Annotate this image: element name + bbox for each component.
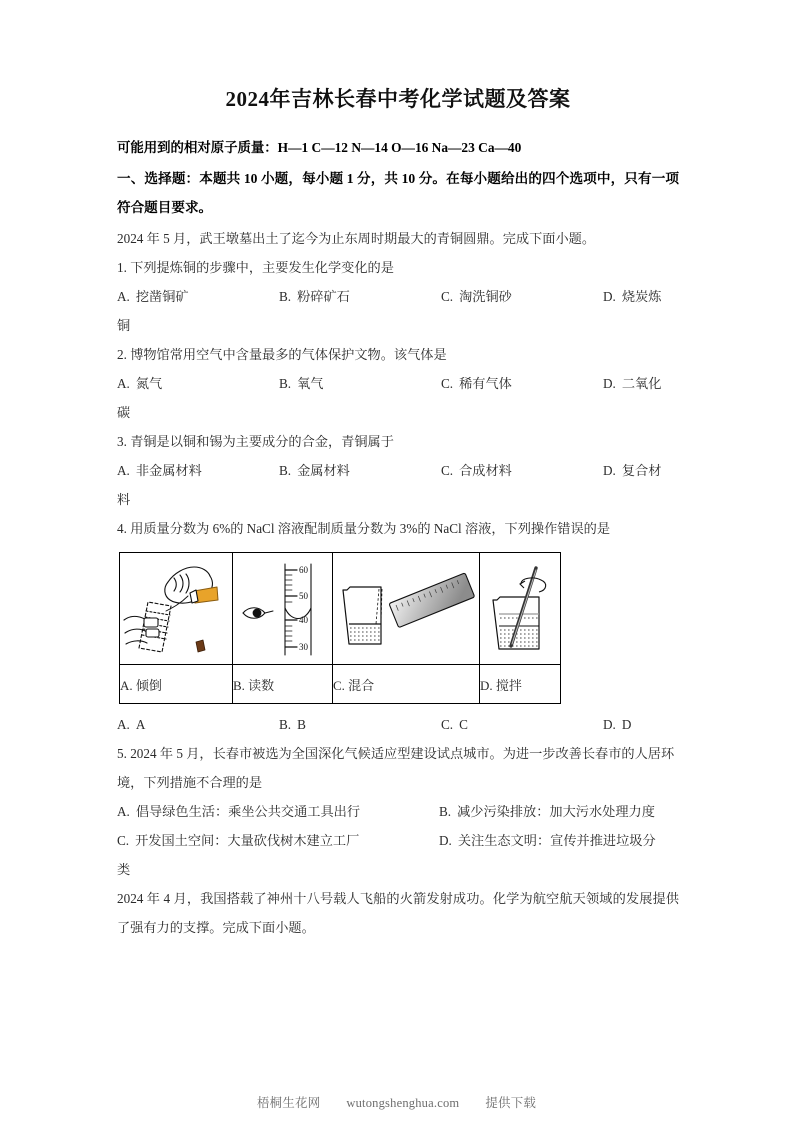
option-text: 粉碎矿石 [297, 289, 350, 305]
option-text: 倡导绿色生活：乘坐公共交通工具出行 [135, 804, 361, 820]
option-label: C. [441, 717, 454, 733]
question-4-options [117, 710, 679, 739]
option-label: A. [117, 376, 130, 392]
question-5-option-c[interactable] [117, 826, 439, 855]
question-3-option-c[interactable] [441, 456, 603, 485]
question-4-number: 4. [117, 521, 127, 537]
question-3 [117, 427, 679, 514]
question-4-text: 用质量分数为 6%的 NaCl 溶液配制质量分数为 3%的 NaCl 溶液，下列操作错误的是 [130, 521, 611, 537]
option-text: 金属材料 [297, 463, 350, 479]
question-1-stem [117, 253, 679, 282]
question-5 [117, 739, 679, 884]
scale-tick-labels [299, 565, 309, 652]
question-4-option-d[interactable] [603, 710, 631, 739]
figure-cell-c [333, 553, 480, 665]
question-5-text: 2024 年 5 月，长春市被选为全国深化气候适应型建设试点城市。为进一步改善长春市的人居环境，下列措施不合理的是 [117, 746, 675, 791]
question-2-options [117, 369, 679, 427]
question-1-option-b[interactable] [279, 282, 441, 311]
question-1-option-c[interactable] [441, 282, 603, 311]
question-1-option-a[interactable] [117, 282, 279, 311]
question-4-figure-table [119, 552, 561, 704]
question-2-option-d-tail: 碳 [117, 405, 131, 421]
question-3-stem [117, 427, 679, 456]
option-text: 烧炭炼 [621, 289, 662, 305]
svg-text:40: 40 [299, 614, 308, 625]
footer-site-name: 梧桐生花网 [256, 1096, 321, 1110]
question-3-option-d-tail: 料 [117, 492, 131, 508]
option-label: C. [441, 463, 454, 479]
question-3-option-b[interactable] [279, 456, 441, 485]
option-text: 开发国土空间：大量砍伐树木建立工厂 [135, 833, 360, 849]
option-label: A. [117, 804, 130, 820]
option-text: 合成材料 [459, 463, 512, 479]
caption-row [120, 665, 561, 704]
svg-text:60: 60 [299, 564, 308, 575]
option-text: 非金属材料 [135, 463, 202, 479]
cylinder-pouring-into-beaker-icon [335, 556, 477, 662]
atomic-mass-line: 可能用到的相对原子质量：H—1 C—12 N—14 O—16 Na—23 Ca—40 [117, 140, 522, 156]
option-label: B. [279, 463, 292, 479]
option-label: A. [117, 717, 130, 733]
question-4-stem [117, 514, 679, 543]
question-1-number: 1. [117, 260, 127, 276]
svg-text:50: 50 [299, 590, 308, 601]
document-content [117, 86, 679, 942]
question-5-option-b[interactable] [439, 797, 655, 826]
option-text: A [135, 717, 146, 733]
figure-caption-d: D. 搅拌 [480, 665, 561, 704]
option-label: C. [117, 833, 130, 849]
option-label: D. [603, 463, 616, 479]
question-3-text: 青铜是以铜和锡为主要成分的合金，青铜属于 [130, 434, 394, 450]
option-label: B. [279, 717, 292, 733]
question-3-options [117, 456, 679, 514]
question-5-stem [117, 739, 679, 797]
figure-caption-c: C. 混合 [333, 665, 480, 704]
question-2-option-c[interactable] [441, 369, 603, 398]
option-text: 稀有气体 [459, 376, 512, 392]
question-1 [117, 253, 679, 340]
option-text: 复合材 [621, 463, 662, 479]
figure-caption-b: B. 读数 [233, 665, 333, 704]
option-label: B. [279, 376, 292, 392]
option-text: 关注生态文明：宣传并推进垃圾分 [457, 833, 656, 849]
option-text: 二氧化 [621, 376, 662, 392]
question-2 [117, 340, 679, 427]
option-text: 氧气 [297, 376, 324, 392]
question-1-option-d-tail: 铜 [117, 318, 131, 334]
question-1-text: 下列提炼铜的步骤中，主要发生化学变化的是 [130, 260, 394, 276]
question-2-option-a[interactable] [117, 369, 279, 398]
question-5-options [117, 797, 679, 884]
question-2-option-d[interactable] [603, 369, 661, 398]
figure-cell-b [233, 553, 333, 665]
figure-row [120, 553, 561, 665]
footer-watermark [0, 1093, 793, 1111]
question-5-number: 5. [117, 746, 127, 762]
footer-action: 提供下载 [485, 1096, 537, 1110]
question-5-option-d[interactable] [439, 826, 656, 855]
question-4-option-b[interactable] [279, 710, 441, 739]
eye-reading-scale-icon [235, 556, 330, 662]
option-label: A. [117, 463, 130, 479]
option-text: C [459, 717, 468, 733]
svg-text:30: 30 [299, 641, 308, 652]
question-4-option-a[interactable] [117, 710, 279, 739]
figure-cell-a [120, 553, 233, 665]
option-label: C. [441, 289, 454, 305]
option-text: 氮气 [135, 376, 163, 392]
option-label: D. [603, 717, 616, 733]
footer-site-url: wutongshenghua.com [346, 1096, 460, 1110]
option-label: C. [441, 376, 454, 392]
passage-intro-2: 2024 年 4 月，我国搭载了神州十八号载人飞船的火箭发射成功。化学为航空航天领域的发展提供了强有力的支撑。完成下面小题。 [117, 891, 679, 936]
question-1-option-d[interactable] [603, 282, 661, 311]
question-2-number: 2. [117, 347, 127, 363]
beaker-stirring-rod-icon [481, 556, 559, 662]
question-2-text: 博物馆常用空气中含量最多的气体保护文物。该气体是 [130, 347, 447, 363]
question-1-options [117, 282, 679, 340]
option-text: 淘洗铜砂 [459, 289, 512, 305]
option-label: D. [603, 376, 616, 392]
option-text: 挖凿铜矿 [135, 289, 189, 305]
section-heading: 一、选择题：本题共 10 小题，每小题 1 分，共 10 分。在每小题给出的四个选项中，只有一项符合题目要求。 [117, 171, 679, 216]
option-label: D. [439, 833, 452, 849]
question-3-option-d[interactable] [603, 456, 661, 485]
question-5-option-d-tail: 类 [117, 862, 131, 878]
figure-caption-a: A. 倾倒 [120, 665, 233, 704]
page-title: 2024年吉林长春中考化学试题及答案 [225, 87, 571, 111]
option-label: B. [279, 289, 292, 305]
option-text: B [297, 717, 306, 733]
figure-cell-d [480, 553, 561, 665]
option-label: D. [603, 289, 616, 305]
option-label: A. [117, 289, 130, 305]
passage-intro-1: 2024 年 5 月，武王墩墓出土了迄今为止东周时期最大的青铜圆鼎。完成下面小题。 [117, 231, 596, 247]
question-3-number: 3. [117, 434, 127, 450]
option-text: D [621, 717, 632, 733]
option-text: 减少污染排放：加大污水处理力度 [457, 804, 655, 820]
option-label: B. [439, 804, 452, 820]
question-2-stem [117, 340, 679, 369]
question-4 [117, 514, 679, 739]
pouring-from-bottle-icon [122, 556, 230, 662]
question-5-option-a[interactable] [117, 797, 439, 826]
question-4-option-c[interactable] [441, 710, 603, 739]
question-3-option-a[interactable] [117, 456, 279, 485]
question-2-option-b[interactable] [279, 369, 441, 398]
